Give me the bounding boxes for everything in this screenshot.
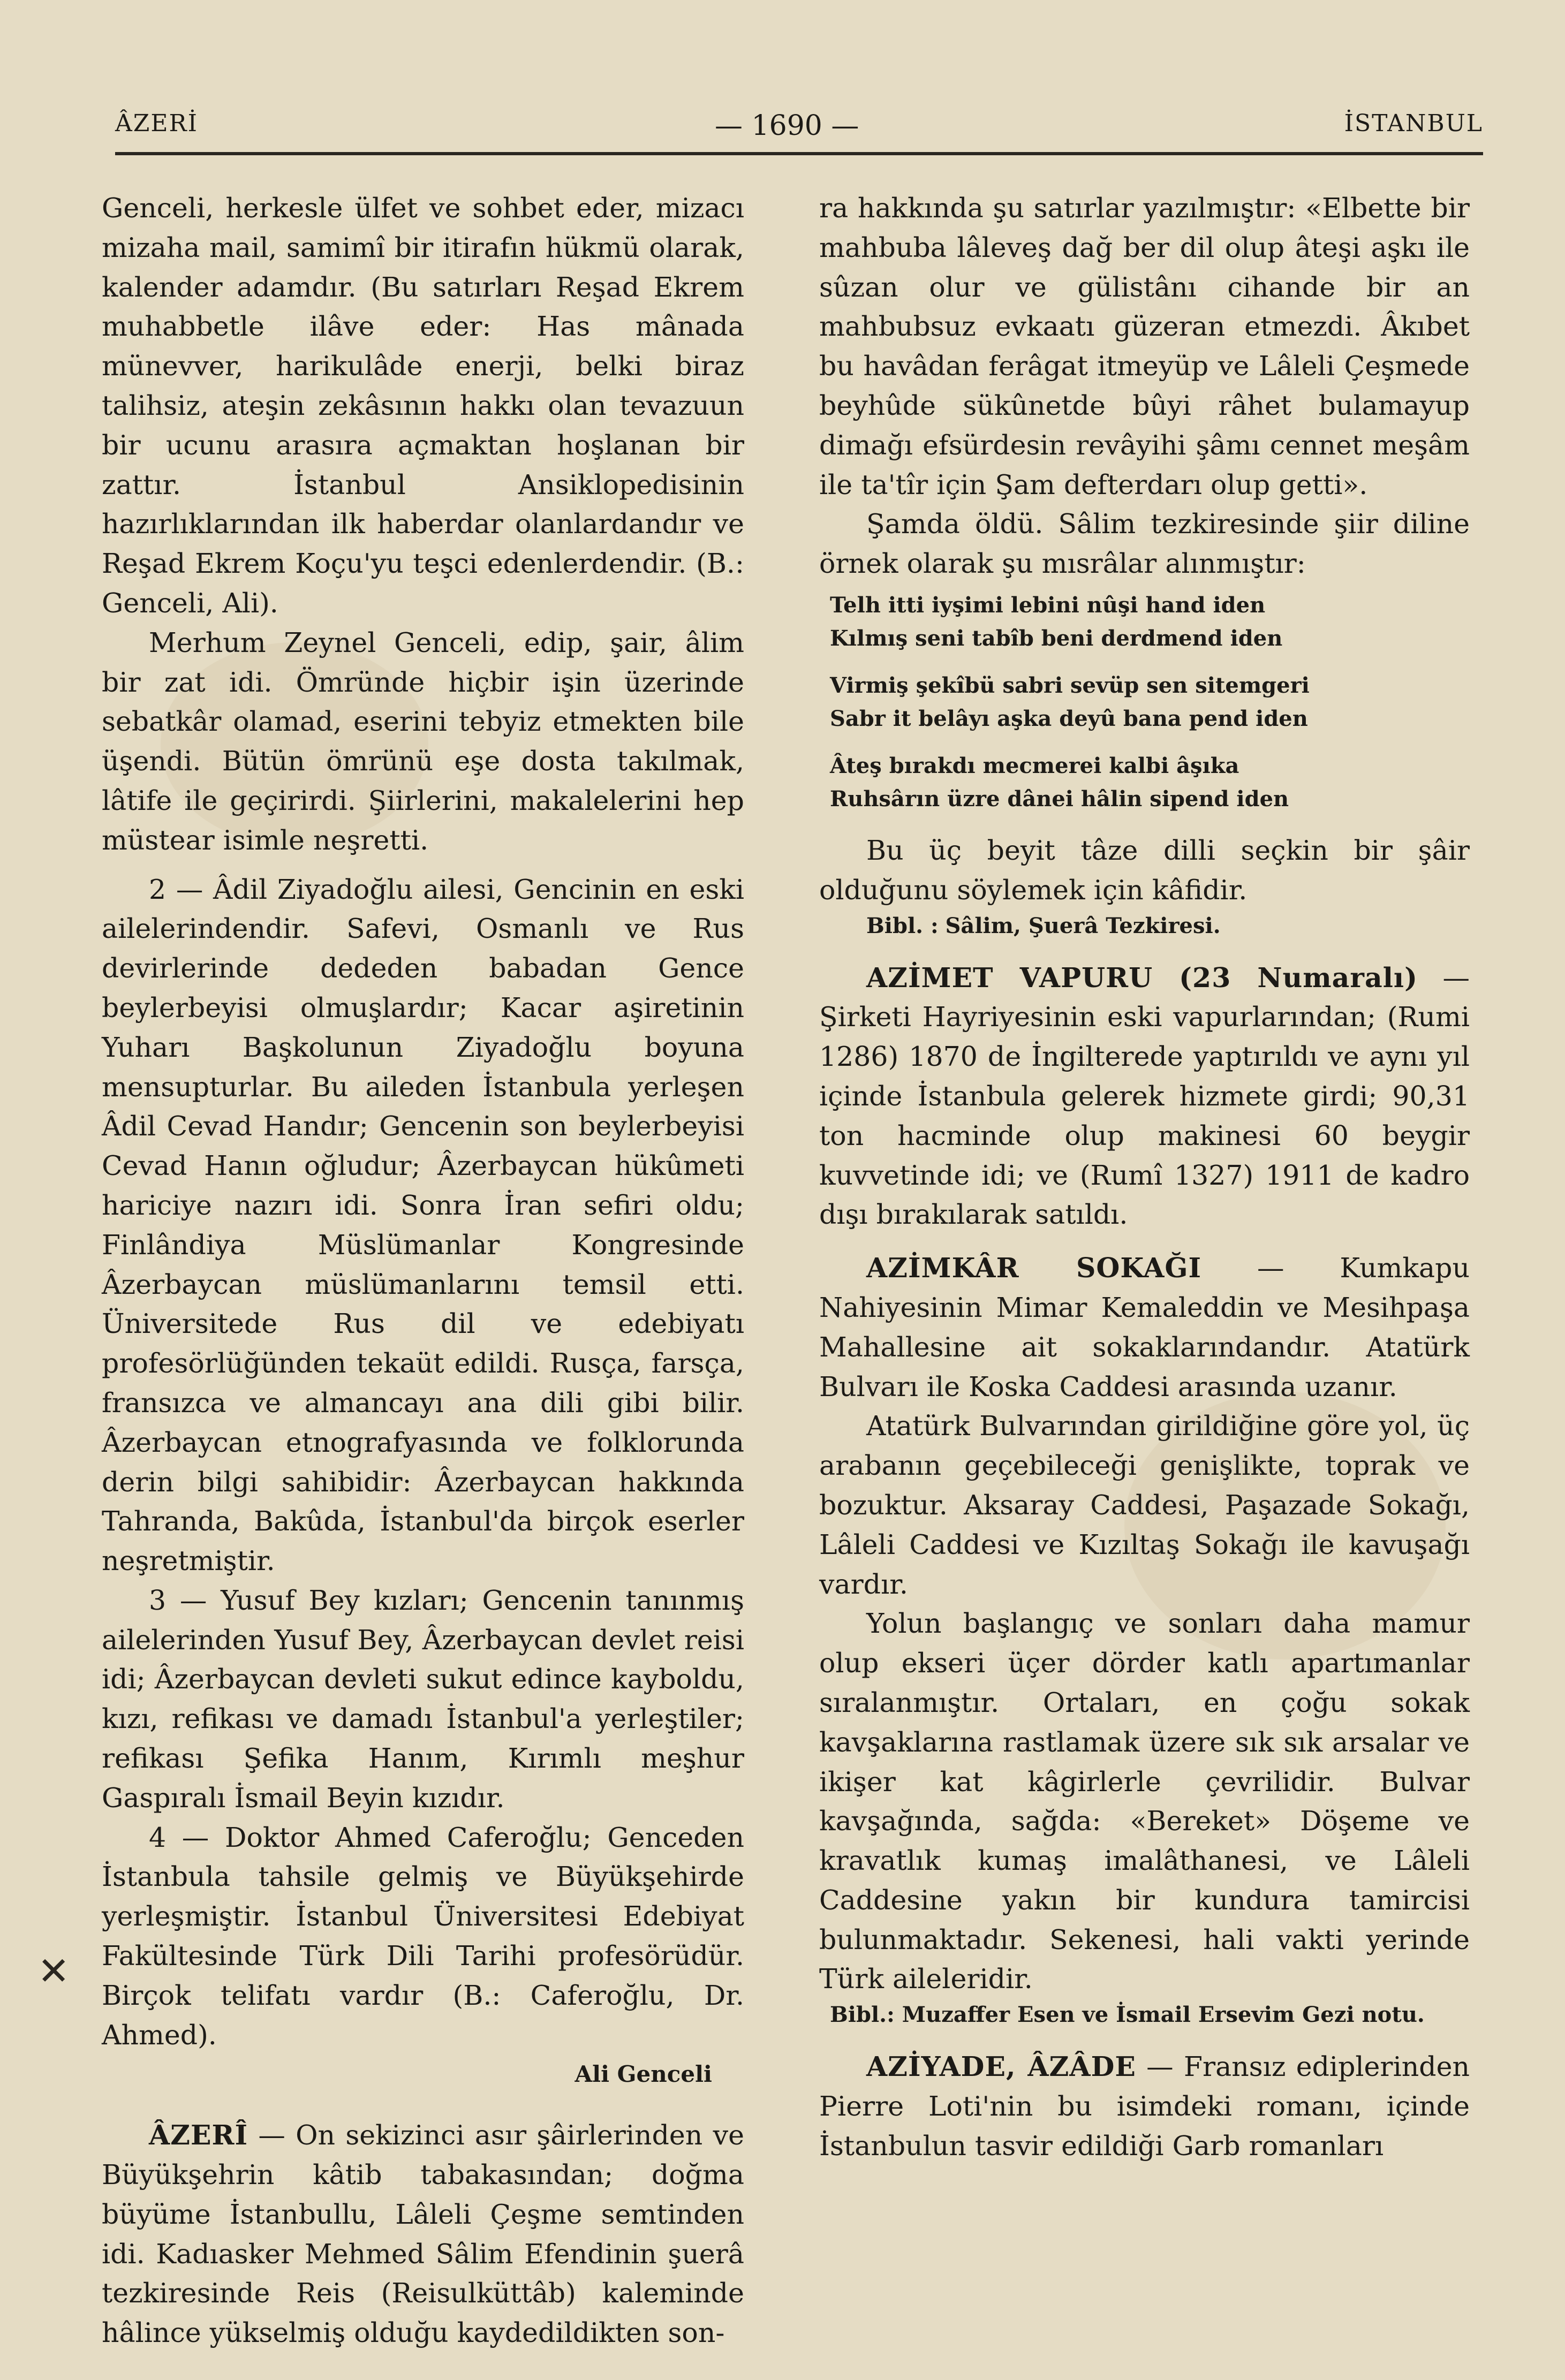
poem-line: Virmiş şekîbü sabri sevüp sen sitemgeri xyxy=(830,672,1310,698)
paragraph: Merhum Zeynel Genceli, edip, şair, âlim bir zat idi. Ömründe hiçbir işin üzerinde sebatkâr olamad, eserini tebyiz etmekten bile üşendi. Bütün ömrünü eşe dosta takılmak, lâtife ile geçirirdi. Şiirlerini, makalelerini hep müstear isimle neşretti. xyxy=(102,626,744,856)
paragraph: Genceli, herkesle ülfet ve sohbet eder, mizacı mizaha mail, samimî bir itirafın hükmü olarak, kalender adamdır. (Bu satırları Reşad Ekrem muhabbetle ilâve eder: Has mânada münevver, harikulâde enerji, belki biraz talihsiz, ateşin zekâsının hakkı olan tevazuun bir ucunu arasıra açmaktan hoşlanan bir zattır. İstanbul Ansiklopedisinin hazırlıklarından ilk haberdar olanlardandır ve Reşad Ekrem Koçu'yu teşci edenlerdendir. (B.: Genceli, Ali). xyxy=(102,192,744,619)
paragraph: Yolun başlangıç ve sonları daha mamur olup ekseri üçer dörder katlı apartımanlar sıralanmıştır. Ortaları, en çoğu sokak kavşaklarına rastlamak üzere sık sık arsalar ve ikişer kat kâgirlerle çevrilidir. Bulvar kavşağında, sağda: «Bereket» Döşeme ve kravatlık kumaş imalâthanesi, ve Lâleli Caddesine yakın bir kundura tamircisi bulunmaktadır. Sekenesi, hali vakti yerinde Türk aileleridir. xyxy=(819,1608,1470,1995)
poem xyxy=(830,589,1470,816)
paragraph: ra hakkında şu satırlar yazılmıştır: «Elbette bir mahbuba lâleveş dağ ber dil olup âteşi aşkı ile sûzan olur ve gülistânı cihande bir an mahbubsuz evkaatı güzeran etmezdi. Âkıbet bu havâdan ferâgat itmeyüp ve Lâleli Çeşmede beyhûde sükûnetde bûyi râhet bulamayup dimağı efsürdesin revâyihi şâmı cennet meşâm ile ta'tîr için Şam defterdarı olup getti». xyxy=(819,192,1470,501)
page-number: — 1690 — xyxy=(715,110,859,142)
poem-line: Kılmış seni tabîb beni derdmend iden xyxy=(830,625,1283,651)
poem-line: Telh itti iyşimi lebini nûşi hand iden xyxy=(830,592,1266,618)
header-rule xyxy=(115,152,1483,155)
entry-title: ÂZERÎ xyxy=(149,2119,248,2151)
entry-title: AZİMKÂR SOKAĞI xyxy=(866,1252,1202,1284)
entry-azeri xyxy=(102,2116,744,2353)
paragraph: 4 — Doktor Ahmed Caferoğlu; Genceden İstanbula tahsile gelmiş ve Büyükşehirde yerleşmiştir. İstanbul Üniversitesi Edebiyat Fakültesinde Türk Dili Tarihi profesörüdür. Birçok telifatı vardır (B.: Caferoğlu, Dr. Ahmed). xyxy=(102,1821,744,2051)
poem-couplet xyxy=(830,749,1470,816)
header-right-entry: İSTANBUL xyxy=(1344,110,1483,137)
bibliography-note: Bibl.: Muzaffer Esen ve İsmail Ersevim Gezi notu. xyxy=(830,2002,1425,2028)
running-header xyxy=(115,110,1483,147)
poem-line: Âteş bırakdı mecmerei kalbi âşıka xyxy=(830,753,1239,778)
header-left-entry: ÂZERİ xyxy=(115,110,198,137)
paragraph: 3 — Yusuf Bey kızları; Gencenin tanınmış ailelerinden Yusuf Bey, Âzerbaycan devlet reisi idi; Âzerbaycan devleti sukut edince kayboldu, kızı, refikası ve damadı İstanbul'a yerleştiler; refikası Şefika Hanım, Kırımlı meşhur Gaspıralı İsmail Beyin kızıdır. xyxy=(102,1584,744,1814)
paragraph: Bu üç beyit tâze dilli seçkin bir şâir olduğunu söylemek için kâfidir. xyxy=(819,834,1470,906)
poem-couplet xyxy=(830,669,1470,736)
margin-cross-mark: ✕ xyxy=(37,1949,70,1994)
paragraph: Atatürk Bulvarından girildiğine göre yol, üç arabanın geçebileceği genişlikte, toprak ve bozuktur. Aksaray Caddesi, Paşazade Sokağı, Lâleli Caddesi ve Kızıltaş Sokağı ile kavuşağı vardır. xyxy=(819,1410,1470,1600)
bibliography-label: Bibl. : xyxy=(866,913,939,938)
entry-text: — On sekizinci asır şâirlerinden ve Büyükşehrin kâtib tabakasından; doğma büyüme İstanbullu, Lâleli Çeşme semtinden idi. Kadıasker Mehmed Sâlim Efendinin şuerâ tezkiresinde Reis (Reisulküttâb) kaleminde hâlince yükselmiş olduğu kaydedildikten son- xyxy=(102,2119,744,2349)
bibliography-note xyxy=(866,910,1470,942)
entry-title: AZİYADE, ÂZÂDE xyxy=(866,2051,1136,2083)
right-column xyxy=(819,188,1470,2166)
poem-line: Ruhsârın üzre dânei hâlin sipend iden xyxy=(830,786,1289,812)
entry-text: — Şirketi Hayriyesinin eski vapurlarından; (Rumi 1286) 1870 de İngilterede yaptırıldı ve aynı yıl içinde İstanbula gelerek hizmete girdi; 90,31 ton hacminde olup makinesi 60 beygir kuvvetinde idi; ve (Rumî 1327) 1911 de kadro dışı bırakılarak satıldı. xyxy=(819,961,1470,1231)
left-column xyxy=(102,188,744,2353)
entry-azimkar-sokagi xyxy=(819,1248,1470,1406)
entry-azimet-vapuru xyxy=(819,958,1470,1235)
poem-line: Sabr it belâyı aşka deyû bana pend iden xyxy=(830,706,1308,731)
entry-aziyade xyxy=(819,2047,1470,2165)
author-signature: Ali Genceli xyxy=(574,2061,712,2088)
paragraph: 2 — Âdil Ziyadoğlu ailesi, Gencinin en eski ailelerindendir. Safevi, Osmanlı ve Rus devirlerinde dededen babadan Gence beylerbeyisi olmuşlardır; Kacar aşiretinin Yuharı Başkolunun Ziyadoğlu boyuna mensupturlar. Bu aileden İstanbula yerleşen Âdil Cevad Handır; Gencenin son beylerbeyisi Cevad Hanın oğludur; Âzerbaycan hükûmeti hariciye nazırı idi. Sonra İran sefiri oldu; Finlândiya Müslümanlar Kongresinde Âzerbaycan müslümanlarını temsil etti. Üniversitede Rus dil ve edebiyatı profesörlüğünden tekaüt edildi. Rusça, farsça, fransızca ve almancayı ana dili gibi bilir. Âzerbaycan etnografyasında ve folklorunda derin bilgi sahibidir: Âzerbaycan hakkında Tahranda, Bakûda, İstanbul'da birçok eserler neşretmiştir. xyxy=(102,873,744,1577)
paragraph: Şamda öldü. Sâlim tezkiresinde şiir diline örnek olarak şu mısrâlar alınmıştır: xyxy=(819,508,1470,580)
entry-title: AZİMET VAPURU (23 Numaralı) xyxy=(866,961,1418,994)
poem-couplet xyxy=(830,589,1470,655)
entry-text: — Fransız ediplerinden Pierre Loti'nin bu isimdeki romanı, içinde İstanbulun tasvir edildiği Garb romanları xyxy=(819,2051,1470,2162)
entry-text: — Kumkapu Nahiyesinin Mimar Kemaleddin ve Mesihpaşa Mahallesine ait sokaklarındandır. Atatürk Bulvarı ile Koska Caddesi arasında uzanır. xyxy=(819,1252,1470,1403)
bibliography-text: Sâlim, Şuerâ Tezkiresi. xyxy=(945,913,1221,938)
